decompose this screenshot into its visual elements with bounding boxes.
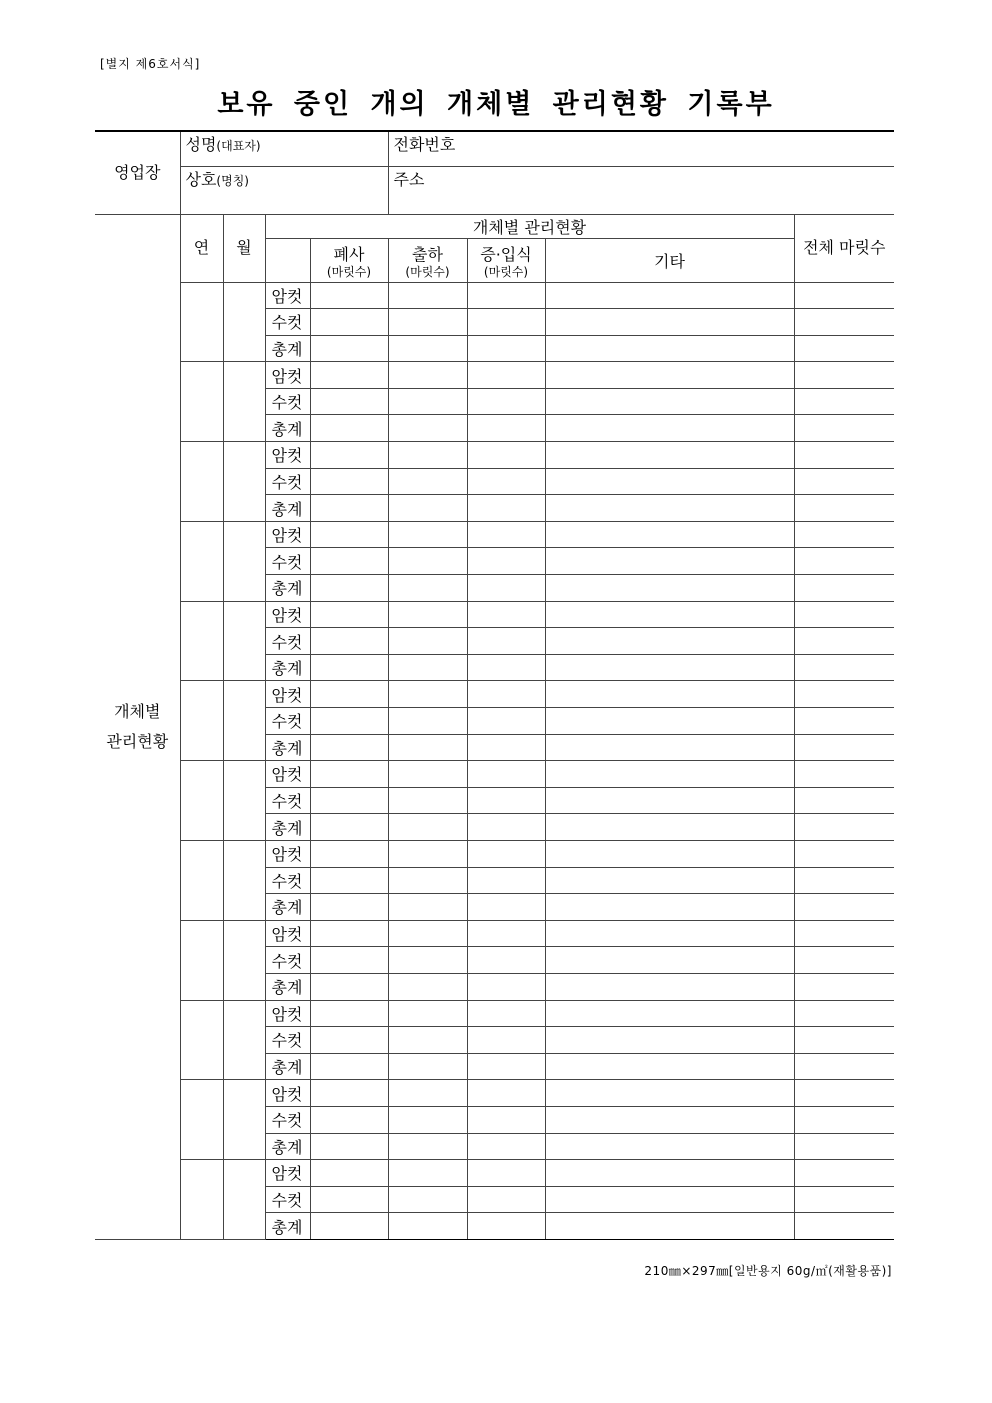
shipment-cell[interactable] bbox=[388, 867, 467, 894]
other-cell[interactable] bbox=[545, 894, 794, 921]
gender-label: 암컷 bbox=[265, 442, 310, 469]
month-cell[interactable] bbox=[223, 920, 265, 1000]
shipment-cell[interactable] bbox=[388, 495, 467, 522]
year-cell[interactable] bbox=[180, 1160, 223, 1240]
death-cell[interactable] bbox=[310, 1213, 388, 1240]
shipment-cell[interactable] bbox=[388, 1133, 467, 1160]
death-cell[interactable] bbox=[310, 388, 388, 415]
month-cell[interactable] bbox=[223, 362, 265, 442]
other-cell[interactable] bbox=[545, 654, 794, 681]
death-cell[interactable] bbox=[310, 973, 388, 1000]
total-cell[interactable] bbox=[794, 575, 894, 602]
other-cell[interactable] bbox=[545, 1186, 794, 1213]
increase-cell[interactable] bbox=[467, 575, 545, 602]
address-field[interactable] bbox=[388, 166, 894, 214]
death-cell[interactable] bbox=[310, 1160, 388, 1187]
total-cell[interactable] bbox=[794, 362, 894, 389]
phone-label: 전화번호 bbox=[393, 135, 456, 154]
total-cell[interactable] bbox=[794, 309, 894, 336]
gender-label: 총계 bbox=[265, 1053, 310, 1080]
other-cell[interactable] bbox=[545, 840, 794, 867]
death-cell[interactable] bbox=[310, 814, 388, 841]
shipment-cell[interactable] bbox=[388, 894, 467, 921]
death-cell[interactable] bbox=[310, 1027, 388, 1054]
year-cell[interactable] bbox=[180, 282, 223, 362]
increase-cell[interactable] bbox=[467, 681, 545, 708]
total-cell[interactable] bbox=[794, 1213, 894, 1240]
total-cell[interactable] bbox=[794, 894, 894, 921]
increase-cell[interactable] bbox=[467, 335, 545, 362]
group-header: 개체별 관리현황 bbox=[265, 214, 794, 238]
other-cell[interactable] bbox=[545, 628, 794, 655]
total-cell[interactable] bbox=[794, 973, 894, 1000]
total-cell[interactable] bbox=[794, 681, 894, 708]
year-cell[interactable] bbox=[180, 362, 223, 442]
death-cell[interactable] bbox=[310, 947, 388, 974]
total-cell[interactable] bbox=[794, 495, 894, 522]
death-cell[interactable] bbox=[310, 601, 388, 628]
total-cell[interactable] bbox=[794, 708, 894, 735]
death-cell[interactable] bbox=[310, 521, 388, 548]
shipment-cell[interactable] bbox=[388, 388, 467, 415]
table-row bbox=[95, 840, 894, 867]
death-label: 폐사 bbox=[333, 244, 365, 264]
other-cell[interactable] bbox=[545, 787, 794, 814]
total-cell[interactable] bbox=[794, 628, 894, 655]
increase-cell[interactable] bbox=[467, 1186, 545, 1213]
gender-label: 수컷 bbox=[265, 388, 310, 415]
gender-label: 암컷 bbox=[265, 521, 310, 548]
shipment-cell[interactable] bbox=[388, 1053, 467, 1080]
increase-cell[interactable] bbox=[467, 761, 545, 788]
death-cell[interactable] bbox=[310, 548, 388, 575]
increase-cell[interactable] bbox=[467, 601, 545, 628]
death-cell[interactable] bbox=[310, 442, 388, 469]
shipment-cell[interactable] bbox=[388, 1000, 467, 1027]
total-cell[interactable] bbox=[794, 654, 894, 681]
paper-spec: 210㎜×297㎜[일반용지 60g/㎡(재활용품)] bbox=[644, 1264, 892, 1278]
increase-cell[interactable] bbox=[467, 442, 545, 469]
month-cell[interactable] bbox=[223, 521, 265, 601]
year-cell[interactable] bbox=[180, 761, 223, 841]
other-cell[interactable] bbox=[545, 1160, 794, 1187]
death-cell[interactable] bbox=[310, 867, 388, 894]
increase-cell[interactable] bbox=[467, 415, 545, 442]
total-cell[interactable] bbox=[794, 787, 894, 814]
death-cell[interactable] bbox=[310, 1000, 388, 1027]
month-cell[interactable] bbox=[223, 282, 265, 362]
gender-label: 총계 bbox=[265, 1133, 310, 1160]
month-cell[interactable] bbox=[223, 1080, 265, 1160]
total-cell[interactable] bbox=[794, 548, 894, 575]
increase-cell[interactable] bbox=[467, 628, 545, 655]
year-cell[interactable] bbox=[180, 1080, 223, 1160]
table-row bbox=[95, 1080, 894, 1107]
total-cell[interactable] bbox=[794, 282, 894, 309]
increase-cell[interactable] bbox=[467, 548, 545, 575]
gender-label: 암컷 bbox=[265, 920, 310, 947]
death-cell[interactable] bbox=[310, 1186, 388, 1213]
increase-label: 증·입식 bbox=[480, 244, 532, 264]
other-cell[interactable] bbox=[545, 867, 794, 894]
increase-cell[interactable] bbox=[467, 1133, 545, 1160]
year-cell[interactable] bbox=[180, 840, 223, 920]
shipment-header bbox=[388, 238, 467, 282]
shipment-cell[interactable] bbox=[388, 1080, 467, 1107]
side-label-line1: 개체별 bbox=[114, 701, 161, 721]
death-cell[interactable] bbox=[310, 654, 388, 681]
gender-label: 암컷 bbox=[265, 1080, 310, 1107]
shipment-cell[interactable] bbox=[388, 1186, 467, 1213]
other-cell[interactable] bbox=[545, 1027, 794, 1054]
total-cell[interactable] bbox=[794, 947, 894, 974]
gender-label: 총계 bbox=[265, 575, 310, 602]
death-cell[interactable] bbox=[310, 335, 388, 362]
other-cell[interactable] bbox=[545, 495, 794, 522]
form-number: [별지 제6호서식] bbox=[100, 57, 201, 71]
total-cell[interactable] bbox=[794, 601, 894, 628]
shipment-cell[interactable] bbox=[388, 920, 467, 947]
total-cell[interactable] bbox=[794, 1053, 894, 1080]
increase-cell[interactable] bbox=[467, 973, 545, 1000]
shipment-cell[interactable] bbox=[388, 973, 467, 1000]
gender-label: 총계 bbox=[265, 654, 310, 681]
month-cell[interactable] bbox=[223, 761, 265, 841]
death-cell[interactable] bbox=[310, 761, 388, 788]
shipment-cell[interactable] bbox=[388, 415, 467, 442]
increase-cell[interactable] bbox=[467, 920, 545, 947]
month-cell[interactable] bbox=[223, 681, 265, 761]
month-cell[interactable] bbox=[223, 442, 265, 522]
trade-label: 상호 bbox=[185, 169, 217, 189]
table-row bbox=[95, 521, 894, 548]
gender-label: 암컷 bbox=[265, 761, 310, 788]
increase-cell[interactable] bbox=[467, 708, 545, 735]
shipment-cell[interactable] bbox=[388, 1106, 467, 1133]
trade-sub-label: (명칭) bbox=[216, 173, 249, 188]
total-cell[interactable] bbox=[794, 415, 894, 442]
increase-cell[interactable] bbox=[467, 1027, 545, 1054]
gender-label: 수컷 bbox=[265, 787, 310, 814]
month-header: 월 bbox=[223, 214, 265, 282]
gender-label: 수컷 bbox=[265, 947, 310, 974]
other-cell[interactable] bbox=[545, 761, 794, 788]
other-cell[interactable] bbox=[545, 920, 794, 947]
increase-cell[interactable] bbox=[467, 521, 545, 548]
gender-label: 수컷 bbox=[265, 1027, 310, 1054]
year-cell[interactable] bbox=[180, 442, 223, 522]
death-cell[interactable] bbox=[310, 920, 388, 947]
month-cell[interactable] bbox=[223, 601, 265, 681]
shipment-cell[interactable] bbox=[388, 1160, 467, 1187]
shipment-cell[interactable] bbox=[388, 309, 467, 336]
gender-header-blank bbox=[265, 238, 310, 282]
gender-label: 수컷 bbox=[265, 309, 310, 336]
shipment-cell[interactable] bbox=[388, 814, 467, 841]
month-cell[interactable] bbox=[223, 1000, 265, 1080]
page-title: 보유 중인 개의 개체별 관리현황 기록부 bbox=[217, 89, 775, 120]
death-unit: (마릿수) bbox=[326, 264, 372, 279]
name-sub-label: (대표자) bbox=[216, 139, 261, 153]
other-cell[interactable] bbox=[545, 442, 794, 469]
death-cell[interactable] bbox=[310, 468, 388, 495]
gender-label: 총계 bbox=[265, 814, 310, 841]
other-cell[interactable] bbox=[545, 415, 794, 442]
table-row bbox=[95, 761, 894, 788]
shipment-cell[interactable] bbox=[388, 840, 467, 867]
year-cell[interactable] bbox=[180, 681, 223, 761]
death-cell[interactable] bbox=[310, 415, 388, 442]
other-cell[interactable] bbox=[545, 575, 794, 602]
death-cell[interactable] bbox=[310, 787, 388, 814]
month-cell[interactable] bbox=[223, 840, 265, 920]
total-cell[interactable] bbox=[794, 1080, 894, 1107]
gender-label: 총계 bbox=[265, 415, 310, 442]
increase-cell[interactable] bbox=[467, 787, 545, 814]
shipment-cell[interactable] bbox=[388, 947, 467, 974]
gender-label: 총계 bbox=[265, 495, 310, 522]
shipment-cell[interactable] bbox=[388, 521, 467, 548]
gender-label: 암컷 bbox=[265, 681, 310, 708]
death-cell[interactable] bbox=[310, 734, 388, 761]
increase-cell[interactable] bbox=[467, 1106, 545, 1133]
increase-cell[interactable] bbox=[467, 654, 545, 681]
shipment-cell[interactable] bbox=[388, 575, 467, 602]
gender-label: 수컷 bbox=[265, 708, 310, 735]
gender-label: 수컷 bbox=[265, 468, 310, 495]
gender-label: 암컷 bbox=[265, 601, 310, 628]
year-cell[interactable] bbox=[180, 1000, 223, 1080]
other-cell[interactable] bbox=[545, 1133, 794, 1160]
year-cell[interactable] bbox=[180, 601, 223, 681]
death-cell[interactable] bbox=[310, 1080, 388, 1107]
shipment-cell[interactable] bbox=[388, 1213, 467, 1240]
other-cell[interactable] bbox=[545, 548, 794, 575]
shipment-cell[interactable] bbox=[388, 787, 467, 814]
other-cell[interactable] bbox=[545, 521, 794, 548]
gender-label: 암컷 bbox=[265, 1000, 310, 1027]
increase-cell[interactable] bbox=[467, 1053, 545, 1080]
death-cell[interactable] bbox=[310, 575, 388, 602]
increase-cell[interactable] bbox=[467, 388, 545, 415]
death-cell[interactable] bbox=[310, 894, 388, 921]
other-cell[interactable] bbox=[545, 973, 794, 1000]
gender-label: 암컷 bbox=[265, 840, 310, 867]
death-cell[interactable] bbox=[310, 840, 388, 867]
death-cell[interactable] bbox=[310, 495, 388, 522]
side-label-line2: 관리현황 bbox=[106, 731, 169, 751]
total-cell[interactable] bbox=[794, 1160, 894, 1187]
death-cell[interactable] bbox=[310, 681, 388, 708]
other-cell[interactable] bbox=[545, 1000, 794, 1027]
table-row bbox=[95, 362, 894, 389]
table-row bbox=[95, 681, 894, 708]
trade-name-field[interactable] bbox=[180, 166, 388, 214]
total-cell[interactable] bbox=[794, 335, 894, 362]
total-cell[interactable] bbox=[794, 1106, 894, 1133]
gender-label: 암컷 bbox=[265, 282, 310, 309]
total-cell[interactable] bbox=[794, 521, 894, 548]
gender-label: 암컷 bbox=[265, 362, 310, 389]
total-cell[interactable] bbox=[794, 442, 894, 469]
total-cell[interactable] bbox=[794, 814, 894, 841]
year-cell[interactable] bbox=[180, 521, 223, 601]
increase-cell[interactable] bbox=[467, 468, 545, 495]
name-label: 성명 bbox=[185, 135, 217, 154]
shipment-cell[interactable] bbox=[388, 708, 467, 735]
total-header: 전체 마릿수 bbox=[794, 214, 894, 282]
table-row bbox=[95, 1160, 894, 1187]
other-header: 기타 bbox=[545, 238, 794, 282]
death-header bbox=[310, 238, 388, 282]
total-cell[interactable] bbox=[794, 1027, 894, 1054]
total-cell[interactable] bbox=[794, 761, 894, 788]
gender-label: 총계 bbox=[265, 973, 310, 1000]
increase-cell[interactable] bbox=[467, 867, 545, 894]
gender-label: 암컷 bbox=[265, 1160, 310, 1187]
gender-label: 총계 bbox=[265, 335, 310, 362]
death-cell[interactable] bbox=[310, 1106, 388, 1133]
total-cell[interactable] bbox=[794, 920, 894, 947]
shipment-cell[interactable] bbox=[388, 362, 467, 389]
shipment-cell[interactable] bbox=[388, 734, 467, 761]
increase-cell[interactable] bbox=[467, 1000, 545, 1027]
death-cell[interactable] bbox=[310, 282, 388, 309]
other-cell[interactable] bbox=[545, 601, 794, 628]
other-cell[interactable] bbox=[545, 1080, 794, 1107]
total-cell[interactable] bbox=[794, 1000, 894, 1027]
other-cell[interactable] bbox=[545, 1106, 794, 1133]
increase-cell[interactable] bbox=[467, 894, 545, 921]
total-cell[interactable] bbox=[794, 1133, 894, 1160]
table-row bbox=[95, 601, 894, 628]
other-cell[interactable] bbox=[545, 708, 794, 735]
gender-label: 총계 bbox=[265, 734, 310, 761]
shipment-cell[interactable] bbox=[388, 761, 467, 788]
other-cell[interactable] bbox=[545, 335, 794, 362]
other-cell[interactable] bbox=[545, 388, 794, 415]
increase-cell[interactable] bbox=[467, 495, 545, 522]
increase-cell[interactable] bbox=[467, 734, 545, 761]
shipment-cell[interactable] bbox=[388, 282, 467, 309]
other-cell[interactable] bbox=[545, 282, 794, 309]
shipment-label: 출하 bbox=[412, 244, 443, 264]
other-cell[interactable] bbox=[545, 362, 794, 389]
shipment-unit: (마릿수) bbox=[405, 264, 450, 279]
name-field[interactable] bbox=[180, 131, 388, 166]
phone-field[interactable] bbox=[388, 131, 894, 166]
management-side-label bbox=[95, 214, 180, 1239]
other-cell[interactable] bbox=[545, 734, 794, 761]
increase-cell[interactable] bbox=[467, 309, 545, 336]
shipment-cell[interactable] bbox=[388, 548, 467, 575]
death-cell[interactable] bbox=[310, 1053, 388, 1080]
gender-label: 수컷 bbox=[265, 1106, 310, 1133]
death-cell[interactable] bbox=[310, 1133, 388, 1160]
gender-label: 수컷 bbox=[265, 628, 310, 655]
increase-cell[interactable] bbox=[467, 1160, 545, 1187]
increase-cell[interactable] bbox=[467, 840, 545, 867]
total-cell[interactable] bbox=[794, 1186, 894, 1213]
other-cell[interactable] bbox=[545, 1213, 794, 1240]
increase-cell[interactable] bbox=[467, 814, 545, 841]
year-header: 연 bbox=[180, 214, 223, 282]
increase-cell[interactable] bbox=[467, 1080, 545, 1107]
shipment-cell[interactable] bbox=[388, 468, 467, 495]
table-row bbox=[95, 1000, 894, 1027]
total-cell[interactable] bbox=[794, 867, 894, 894]
shipment-cell[interactable] bbox=[388, 628, 467, 655]
death-cell[interactable] bbox=[310, 309, 388, 336]
record-form-table bbox=[95, 130, 894, 1240]
gender-label: 총계 bbox=[265, 894, 310, 921]
shipment-cell[interactable] bbox=[388, 442, 467, 469]
increase-unit: (마릿수) bbox=[483, 264, 529, 279]
gender-label: 수컷 bbox=[265, 867, 310, 894]
other-cell[interactable] bbox=[545, 1053, 794, 1080]
shipment-cell[interactable] bbox=[388, 601, 467, 628]
death-cell[interactable] bbox=[310, 362, 388, 389]
other-cell[interactable] bbox=[545, 947, 794, 974]
other-cell[interactable] bbox=[545, 468, 794, 495]
death-cell[interactable] bbox=[310, 628, 388, 655]
table-row bbox=[95, 920, 894, 947]
gender-label: 수컷 bbox=[265, 548, 310, 575]
table-row bbox=[95, 282, 894, 309]
increase-cell[interactable] bbox=[467, 1213, 545, 1240]
table-row bbox=[95, 442, 894, 469]
year-cell[interactable] bbox=[180, 920, 223, 1000]
increase-cell[interactable] bbox=[467, 282, 545, 309]
other-cell[interactable] bbox=[545, 681, 794, 708]
other-cell[interactable] bbox=[545, 814, 794, 841]
total-cell[interactable] bbox=[794, 388, 894, 415]
increase-header bbox=[467, 238, 545, 282]
gender-label: 수컷 bbox=[265, 1186, 310, 1213]
other-cell[interactable] bbox=[545, 309, 794, 336]
month-cell[interactable] bbox=[223, 1160, 265, 1240]
total-cell[interactable] bbox=[794, 840, 894, 867]
gender-label: 총계 bbox=[265, 1213, 310, 1240]
shipment-cell[interactable] bbox=[388, 335, 467, 362]
shipment-cell[interactable] bbox=[388, 681, 467, 708]
shipment-cell[interactable] bbox=[388, 1027, 467, 1054]
total-cell[interactable] bbox=[794, 734, 894, 761]
shipment-cell[interactable] bbox=[388, 654, 467, 681]
death-cell[interactable] bbox=[310, 708, 388, 735]
address-label: 주소 bbox=[393, 169, 425, 189]
total-cell[interactable] bbox=[794, 468, 894, 495]
increase-cell[interactable] bbox=[467, 362, 545, 389]
increase-cell[interactable] bbox=[467, 947, 545, 974]
business-label: 영업장 bbox=[95, 131, 180, 214]
